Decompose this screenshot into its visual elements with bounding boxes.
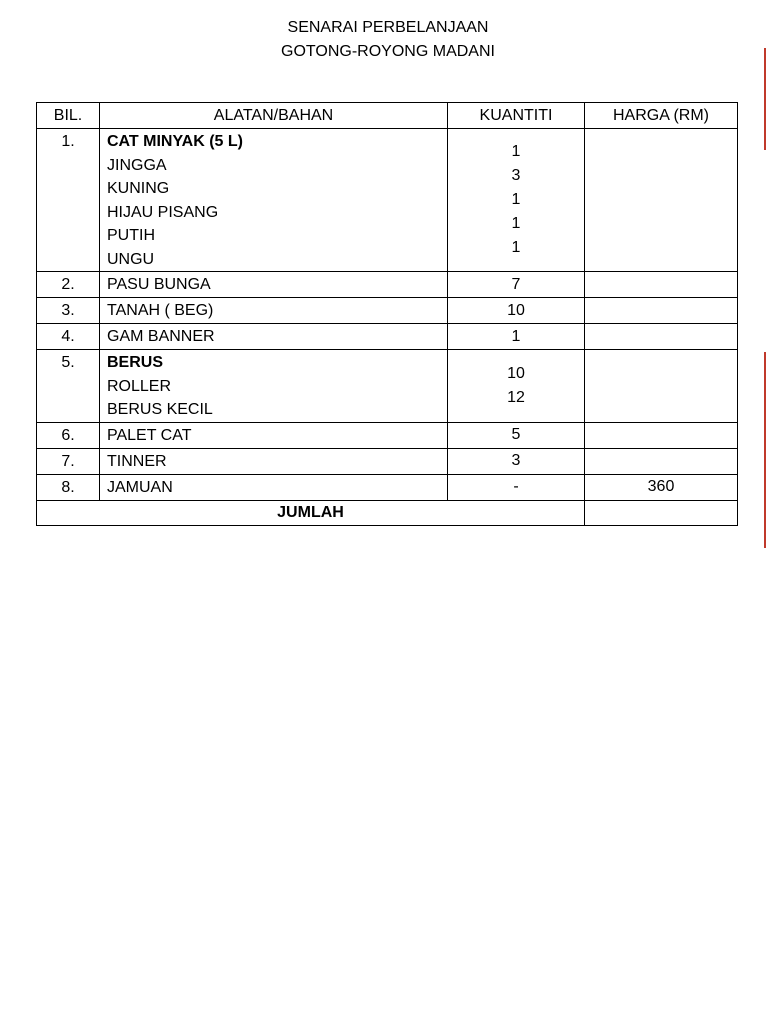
item-cell bbox=[100, 129, 448, 272]
item-name: ROLLER bbox=[107, 377, 172, 395]
qty-value: 10 bbox=[448, 298, 585, 324]
item-group-label: BERUS bbox=[107, 354, 164, 371]
qty-value: 7 bbox=[448, 272, 585, 298]
header-bil: BIL. bbox=[37, 103, 100, 129]
item-name: UNGU bbox=[107, 250, 155, 268]
item-name: PALET CAT bbox=[100, 422, 448, 448]
header-price: HARGA (RM) bbox=[585, 103, 738, 129]
qty-value: - bbox=[448, 474, 585, 500]
qty-cell bbox=[448, 350, 585, 423]
item-name: TANAH ( BEG) bbox=[100, 298, 448, 324]
price-cell bbox=[585, 350, 738, 423]
qty-value: 12 bbox=[507, 388, 525, 406]
table-row bbox=[37, 422, 738, 448]
table-row bbox=[37, 298, 738, 324]
price-cell bbox=[585, 272, 738, 298]
table-row bbox=[37, 350, 738, 423]
total-label: JUMLAH bbox=[37, 500, 585, 525]
header-item: ALATAN/BAHAN bbox=[100, 103, 448, 129]
table-row bbox=[37, 324, 738, 350]
row-number: 7. bbox=[37, 448, 100, 474]
item-group-label: CAT MINYAK (5 L) bbox=[107, 133, 243, 150]
row-number: 5. bbox=[37, 350, 100, 423]
qty-cell bbox=[448, 129, 585, 272]
item-name: HIJAU PISANG bbox=[107, 203, 219, 221]
price-cell bbox=[585, 324, 738, 350]
row-number: 1. bbox=[37, 129, 100, 272]
row-number: 4. bbox=[37, 324, 100, 350]
qty-value: 3 bbox=[511, 167, 521, 184]
qty-value: 1 bbox=[448, 324, 585, 350]
row-number: 3. bbox=[37, 298, 100, 324]
shopping-list-table bbox=[36, 102, 738, 526]
item-name: JAMUAN bbox=[100, 474, 448, 500]
price-cell bbox=[585, 129, 738, 272]
qty-value: 1 bbox=[511, 215, 521, 232]
price-cell bbox=[585, 298, 738, 324]
item-name: JINGGA bbox=[107, 156, 167, 174]
qty-value: 3 bbox=[448, 448, 585, 474]
table-row bbox=[37, 129, 738, 272]
qty-value: 1 bbox=[511, 191, 521, 208]
header-qty: KUANTITI bbox=[448, 103, 585, 129]
qty-value: 10 bbox=[507, 364, 525, 382]
table-row bbox=[37, 448, 738, 474]
document-subtitle: GOTONG-ROYONG MADANI bbox=[281, 43, 495, 60]
price-cell: 360 bbox=[585, 474, 738, 500]
table-row bbox=[37, 474, 738, 500]
margin-mark bbox=[764, 352, 766, 548]
qty-value: 1 bbox=[511, 239, 521, 256]
item-name: PASU BUNGA bbox=[100, 272, 448, 298]
qty-value: 5 bbox=[448, 422, 585, 448]
item-name: GAM BANNER bbox=[100, 324, 448, 350]
item-name: BERUS KECIL bbox=[107, 401, 213, 418]
item-name: TINNER bbox=[100, 448, 448, 474]
item-name: PUTIH bbox=[107, 227, 155, 244]
margin-mark bbox=[764, 48, 766, 150]
qty-value: 1 bbox=[511, 143, 521, 160]
item-name: KUNING bbox=[107, 180, 170, 197]
table-row bbox=[37, 272, 738, 298]
price-cell bbox=[585, 422, 738, 448]
price-cell bbox=[585, 448, 738, 474]
row-number: 8. bbox=[37, 474, 100, 500]
row-number: 6. bbox=[37, 422, 100, 448]
row-number: 2. bbox=[37, 272, 100, 298]
document-title: SENARAI PERBELANJAAN bbox=[287, 19, 489, 36]
item-cell bbox=[100, 350, 448, 423]
total-row bbox=[37, 500, 738, 525]
table-header-row bbox=[37, 103, 738, 129]
total-value bbox=[585, 500, 738, 525]
